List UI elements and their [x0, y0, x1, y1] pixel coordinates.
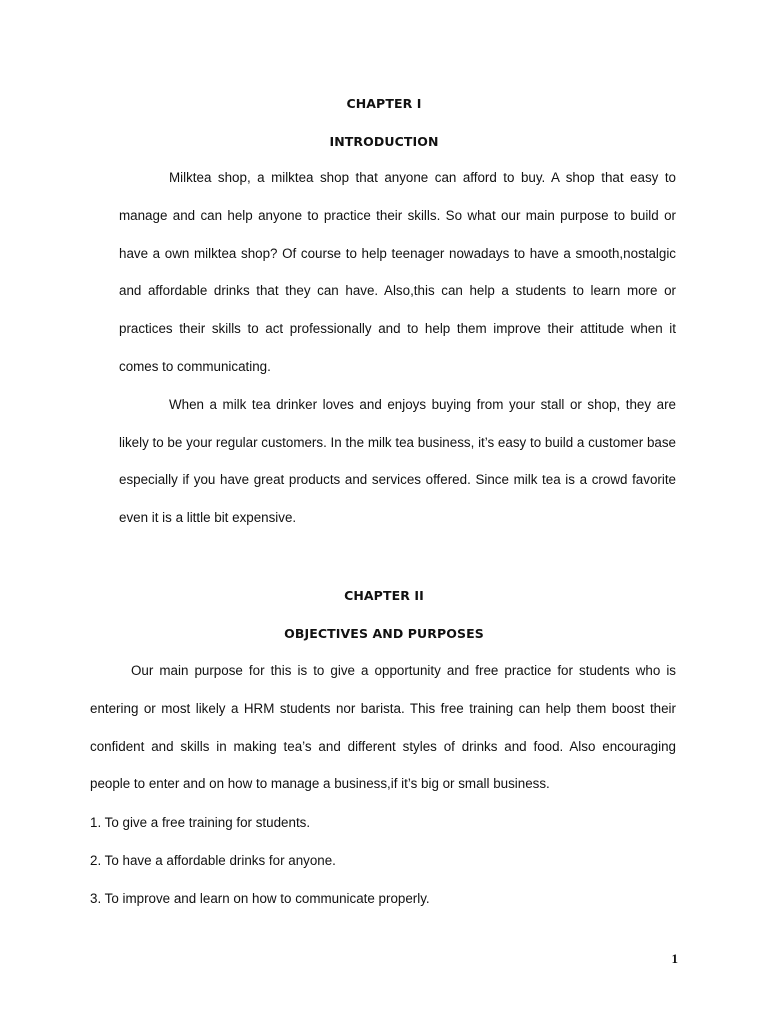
chapter-1-paragraph-1: Milktea shop, a milktea shop that anyone can afford to buy. A shop that easy to manage and can help anyone to practice their skills. So what our main purpose to build or have a own milktea shop? Of course to help teenager nowadays to have a smooth,nostalgic and affordable drinks that they can have. Also,this can help a students to learn more or practices their skills to act professionally and to help them improve their attitude when it comes to communicating. — [119, 170, 676, 374]
chapter-2-body — [90, 652, 676, 803]
chapter-1-paragraph-2: When a milk tea drinker loves and enjoys buying from your stall or shop, they are likely to be your regular customers. In the milk tea business, it’s easy to build a customer base especially if you have great products and services offered. Since milk tea is a crowd favorite even it is a little bit expensive. — [119, 396, 676, 526]
objective-item-3: 3. To improve and learn on how to communicate properly. — [90, 891, 430, 906]
objective-item-1: 1. To give a free training for students. — [90, 815, 311, 830]
objective-item-2: 2. To have a affordable drinks for anyone. — [90, 853, 336, 868]
chapter-2-title: OBJECTIVES AND PURPOSES — [284, 626, 484, 641]
chapter-1-body — [119, 159, 676, 537]
chapter-2-paragraph: Our main purpose for this is to give a opportunity and free practice for students who is entering or most likely a HRM students nor barista. This free training can help them boost their confident and skills in making tea’s and different styles of drinks and food. Also encouraging people to enter and on how to manage a business,if it’s big or small business. — [90, 663, 676, 792]
chapter-1-label: CHAPTER I — [346, 96, 422, 111]
page-number: 1 — [671, 951, 678, 966]
chapter-2-label: CHAPTER II — [344, 588, 424, 603]
chapter-1-title: INTRODUCTION — [329, 134, 439, 149]
